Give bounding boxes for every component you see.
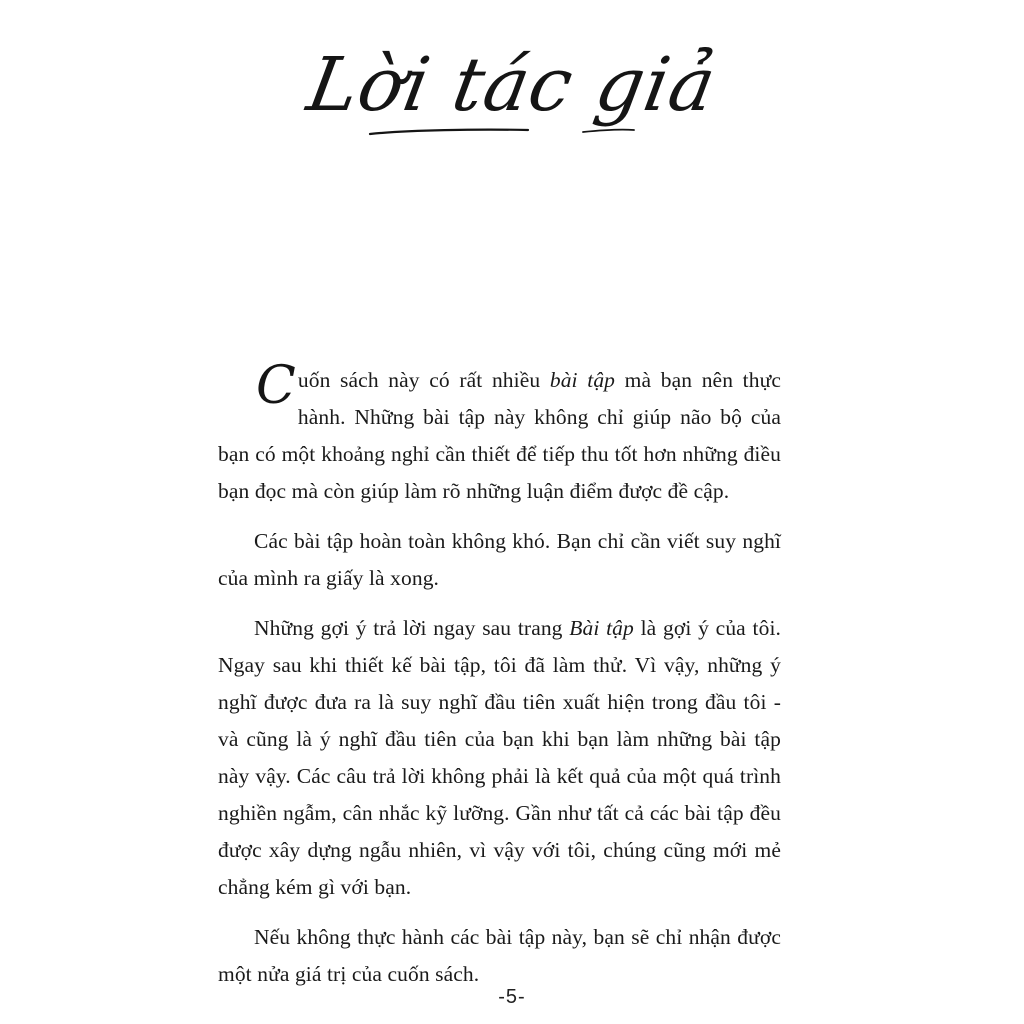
paragraph-4: Nếu không thực hành các bài tập này, bạn sẽ chỉ nhận được một nửa giá trị của cuốn sách. (218, 925, 781, 986)
body-text (218, 356, 781, 1006)
drop-cap: C (256, 356, 296, 416)
paragraph-1-start: uốn sách này có rất nhiều (297, 368, 550, 392)
paragraph-1-rest: mà bạn nên thực hành. Những bài tập này không chỉ giúp não bộ của bạn có một khoảng nghỉ cần thiết để tiếp thu tốt hơn những điều bạn đọc mà còn giúp làm rõ những luận điểm được đề cập. (218, 368, 781, 503)
title-flourish-underline (368, 118, 638, 148)
paragraph-1 (218, 356, 781, 510)
paragraph-3-start: Những gợi ý trả lời ngay sau trang (254, 616, 570, 640)
paragraph-2: Các bài tập hoàn toàn không khó. Bạn chỉ cần viết suy nghĩ của mình ra giấy là xong. (218, 529, 781, 590)
paragraph-3 (218, 610, 781, 906)
page-title: Lời tác giả (301, 42, 723, 128)
flourish-right-stroke (583, 130, 634, 132)
page-number: -5- (498, 986, 526, 1008)
paragraph-1-emphasis: bài tập (549, 368, 616, 392)
flourish-left-stroke (370, 130, 528, 134)
paragraph-3-rest: là gợi ý của tôi. Ngay sau khi thiết kế bài tập, tôi đã làm thử. Vì vậy, những ý nghĩ được đưa ra là suy nghĩ đầu tiên xuất hiện trong đầu tôi - và cũng là ý nghĩ đầu tiên của bạn khi bạn làm những bài tập này vậy. Các câu trả lời không phải là kết quả của một quá trình nghiền ngẫm, cân nhắc kỹ lưỡng. Gần như tất cả các bài tập đều được xây dựng ngẫu nhiên, vì vậy với tôi, chúng cũng mới mẻ chẳng kém gì với bạn. (218, 616, 781, 899)
paragraph-3-emphasis: Bài tập (569, 616, 634, 640)
